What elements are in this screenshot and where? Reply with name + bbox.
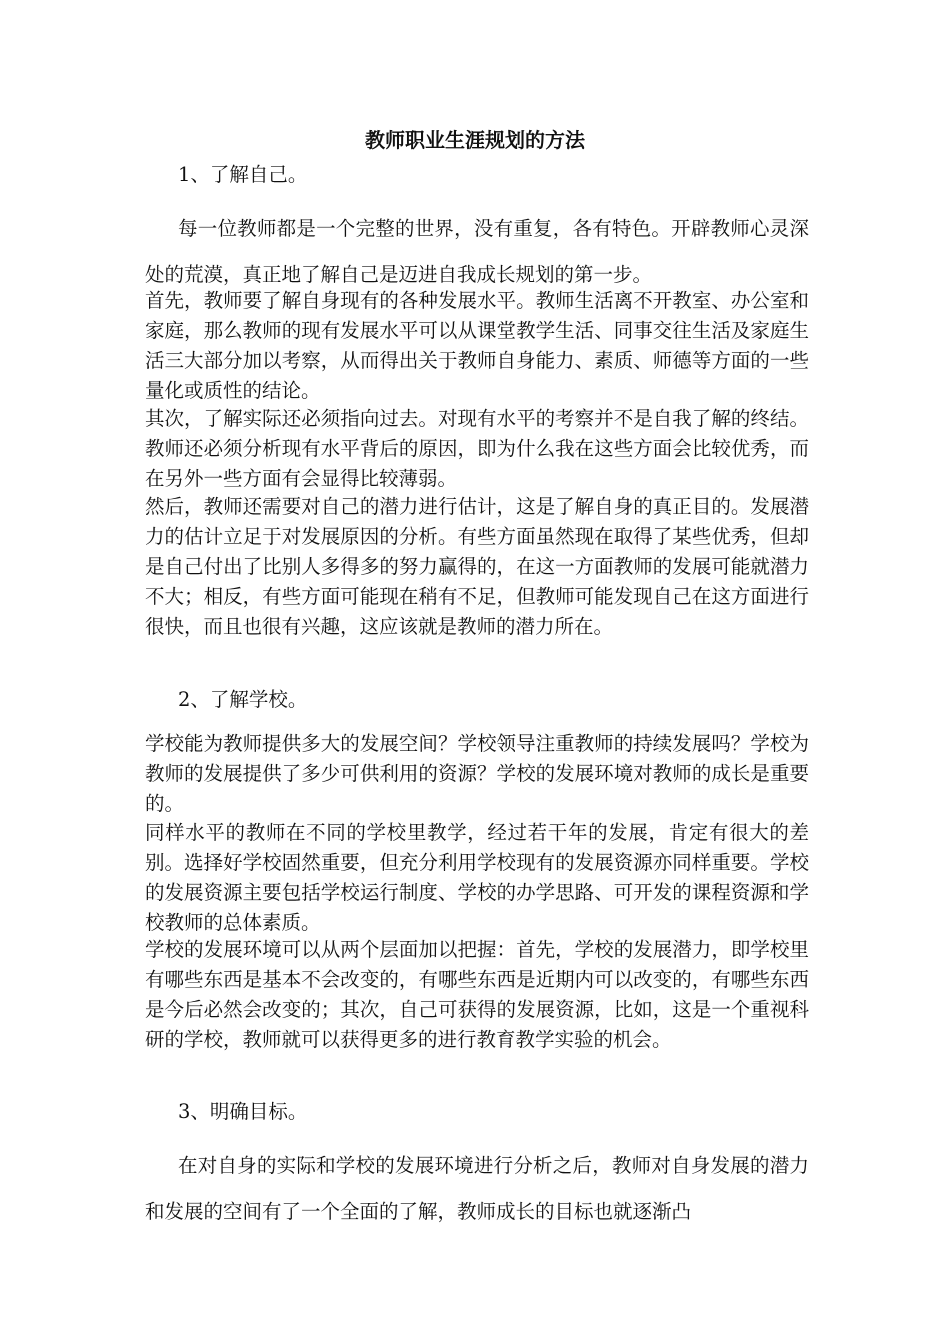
section-1-paragraph-3: 然后，教师还需要对自己的潜力进行估计，这是了解自身的真正目的。发展潜力的估计立足于对发展原因的分析。有些方面虽然现在取得了某些优秀，但却是自己付出了比别人多得多的努力赢得的，在这一方面教师的发展可能就潜力不大；相反，有些方面可能现在稍有不足，但教师可能发现自己在这方面进行很快，而且也很有兴趣，这应该就是教师的潜力所在。 xyxy=(145,495,809,638)
section-2-paragraph-3: 学校的发展环境可以从两个层面加以把握：首先，学校的发展潜力，即学校里有哪些东西是基本不会改变的，有哪些东西是近期内可以改变的，有哪些东西是今后必然会改变的；其次，自己可获得的发展资源，比如，这是一个重视科研的学校，教师就可以获得更多的进行教育教学实验的机会。 xyxy=(145,938,809,1051)
section-1-intro: 每一位教师都是一个完整的世界，没有重复，各有特色。开辟教师心灵深处的荒漠，真正地了解自己是迈进自我成长规划的第一步。 xyxy=(145,217,809,286)
document-title: 教师职业生涯规划的方法 xyxy=(365,128,585,152)
section-3-intro: 在对自身的实际和学校的发展环境进行分析之后，教师对自身发展的潜力和发展的空间有了一个全面的了解，教师成长的目标也就逐渐凸 xyxy=(145,1154,809,1223)
section-heading-3: 3、明确目标。 xyxy=(178,1100,308,1123)
section-heading-1: 1、了解自己。 xyxy=(178,163,308,186)
section-1-paragraph-2: 其次，了解实际还必须指向过去。对现有水平的考察并不是自我了解的终结。教师还必须分析现有水平背后的原因，即为什么我在这些方面会比较优秀，而在另外一些方面有会显得比较薄弱。 xyxy=(145,407,809,490)
section-heading-2: 2、了解学校。 xyxy=(178,688,308,711)
section-1-paragraph-1: 首先，教师要了解自身现有的各种发展水平。教师生活离不开教室、办公室和家庭，那么教师的现有发展水平可以从课堂教学生活、同事交往生活及家庭生活三大部分加以考察，从而得出关于教师自身能力、素质、师德等方面的一些量化或质性的结论。 xyxy=(145,289,809,402)
section-2-paragraph-2: 同样水平的教师在不同的学校里教学，经过若干年的发展，肯定有很大的差别。选择好学校固然重要，但充分利用学校现有的发展资源亦同样重要。学校的发展资源主要包括学校运行制度、学校的办学思路、可开发的课程资源和学校教师的总体素质。 xyxy=(145,821,809,934)
section-2-paragraph-1: 学校能为教师提供多大的发展空间？学校领导注重教师的持续发展吗？学校为教师的发展提供了多少可供利用的资源？学校的发展环境对教师的成长是重要的。 xyxy=(145,732,809,815)
